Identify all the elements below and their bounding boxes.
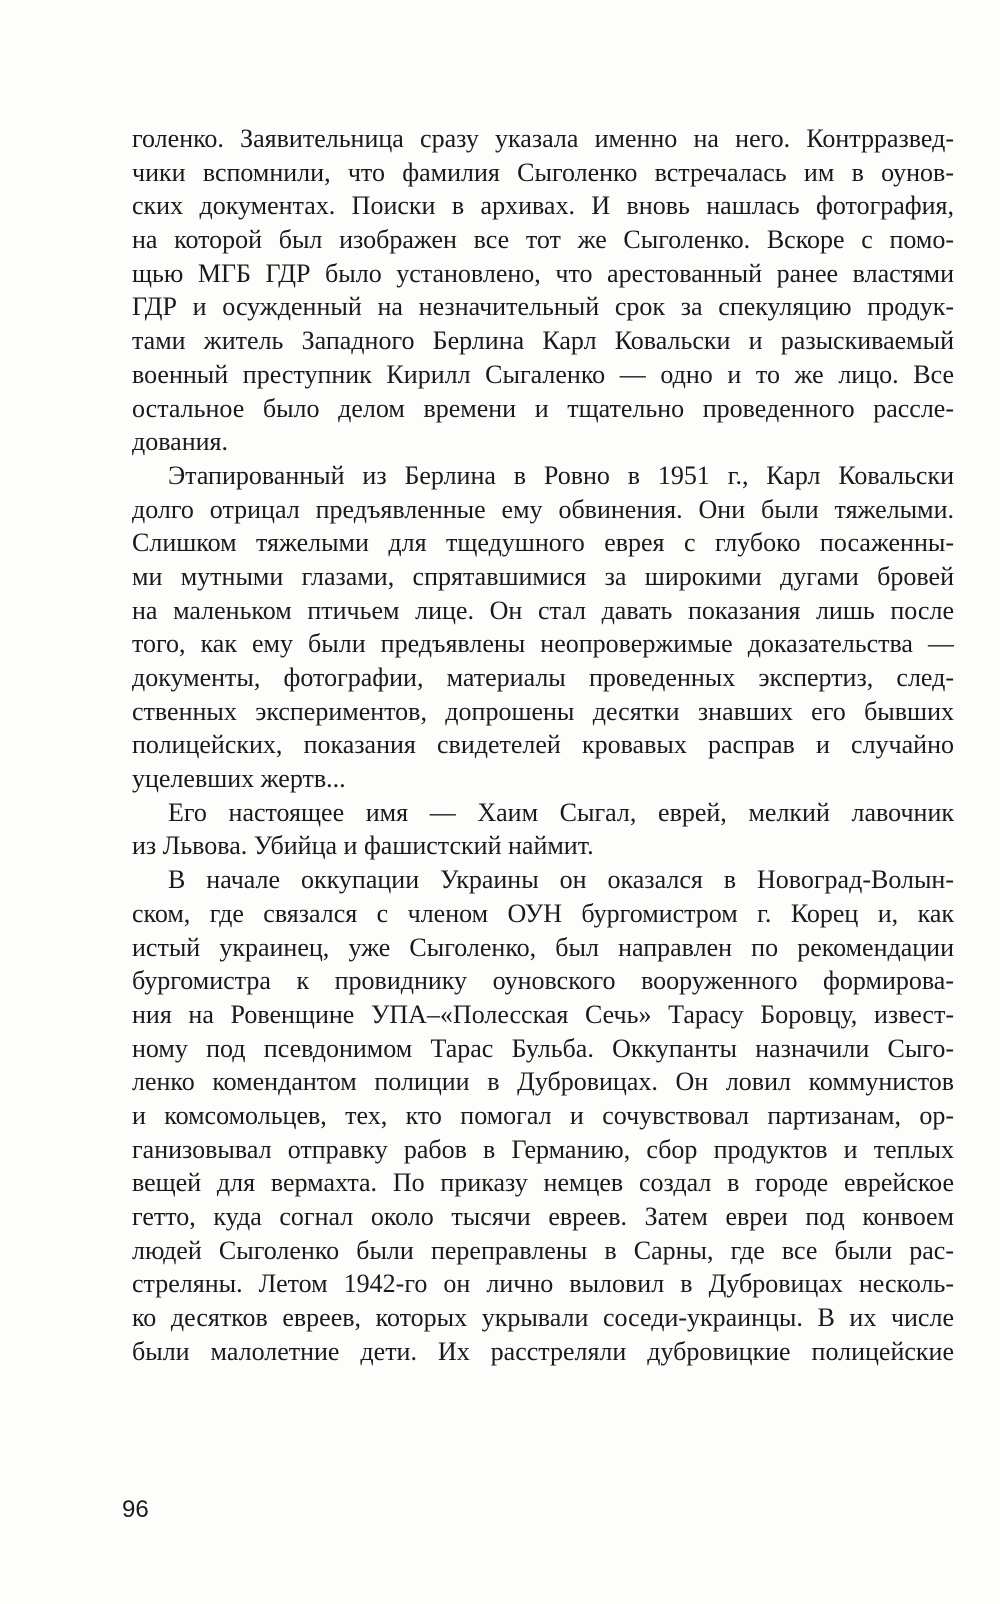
paragraph-3 — [132, 796, 954, 863]
text-line: ганизовывал отправку рабов в Германию, сбор продуктов и теплых — [132, 1134, 954, 1164]
text-line: тами житель Западного Берлина Карл Ковальски и разыскиваемый — [132, 326, 954, 356]
text-line: и комсомольцев, тех, кто помогал и сочувствовал партизанам, ор- — [132, 1100, 954, 1130]
text-line: дования. — [132, 427, 228, 457]
text-line: полицейских, показания свидетелей кровавых расправ и случайно — [132, 730, 954, 760]
text-line: людей Сыголенко были переправлены в Сарны, где все были рас- — [132, 1235, 954, 1265]
text-line: на которой был изображен все тот же Сыголенко. Вскоре с помо- — [132, 225, 954, 255]
text-line: щью МГБ ГДР было установлено, что арестованный ранее властями — [132, 258, 954, 288]
text-line: истый украинец, уже Сыголенко, был направлен по рекомендации — [132, 932, 954, 962]
text-line: ских документах. Поиски в архивах. И вновь нашлась фотография, — [132, 191, 954, 221]
text-line: на маленьком птичьем лице. Он стал давать показания лишь после — [132, 595, 954, 625]
text-line: долго отрицал предъявленные ему обвинения. Они были тяжелыми. — [132, 494, 954, 524]
page-number: 96 — [122, 1496, 149, 1523]
text-line: чики вспомнили, что фамилия Сыголенко встречалась им в оунов- — [132, 157, 954, 187]
text-line: В начале оккупации Украины он оказался в Новоград-Волын- — [168, 865, 954, 895]
text-line: Слишком тяжелыми для тщедушного еврея с глубоко посаженны- — [132, 528, 954, 558]
text-line: ственных экспериментов, допрошены десятки знавших его бывших — [132, 696, 954, 726]
text-line: ском, где связался с членом ОУН бургомистром г. Корец и, как — [132, 898, 954, 928]
text-line: того, как ему были предъявлены неопровержимые доказательства — — [132, 629, 954, 659]
text-line: ному под псевдонимом Тарас Бульба. Оккупанты назначили Сыго- — [132, 1033, 954, 1063]
text-line: гетто, куда согнал около тысячи евреев. Затем евреи под конвоем — [132, 1202, 954, 1231]
text-line: бургомистра к провиднику оуновского вооруженного формирова- — [132, 966, 954, 996]
body-text — [132, 122, 954, 1368]
text-line: документы, фотографии, материалы проведенных экспертиз, след- — [132, 663, 954, 692]
text-line: голенко. Заявительница сразу указала именно на него. Контрразвед- — [132, 124, 954, 153]
text-line: Этапированный из Берлина в Ровно в 1951 г., Карл Ковальски — [168, 460, 954, 490]
text-line: ГДР и осужденный на незначительный срок за спекуляцию продук- — [132, 292, 954, 322]
text-line: из Львова. Убийца и фашистский наймит. — [132, 831, 594, 861]
text-line: военный преступник Кирилл Сыгаленко — одно и то же лицо. Все — [132, 359, 954, 389]
paragraph-2 — [132, 459, 954, 796]
text-line: были малолетние дети. Их расстреляли дубровицкие полицейские — [132, 1336, 954, 1366]
text-line: Его настоящее имя — Хаим Сыгал, еврей, мелкий лавочник — [168, 797, 954, 827]
paragraph-4 — [132, 863, 954, 1368]
text-line: ленко комендантом полиции в Дубровицах. Он ловил коммунистов — [132, 1067, 954, 1097]
text-line: стреляны. Летом 1942-го он лично выловил в Дубровицах несколь- — [132, 1269, 954, 1299]
text-line: ко десятков евреев, которых укрывали соседи-украинцы. В их числе — [132, 1303, 954, 1333]
text-line: ния на Ровенщине УПА–«Полесская Сечь» Тарасу Боровцу, извест- — [132, 999, 954, 1029]
paragraph-1 — [132, 122, 954, 459]
text-line: остальное было делом времени и тщательно проведенного рассле- — [132, 393, 954, 423]
text-line: уцелевших жертв... — [132, 764, 346, 794]
text-line: вещей для вермахта. По приказу немцев создал в городе еврейское — [132, 1168, 954, 1198]
text-line: ми мутными глазами, спрятавшимися за широкими дугами бровей — [132, 561, 954, 591]
